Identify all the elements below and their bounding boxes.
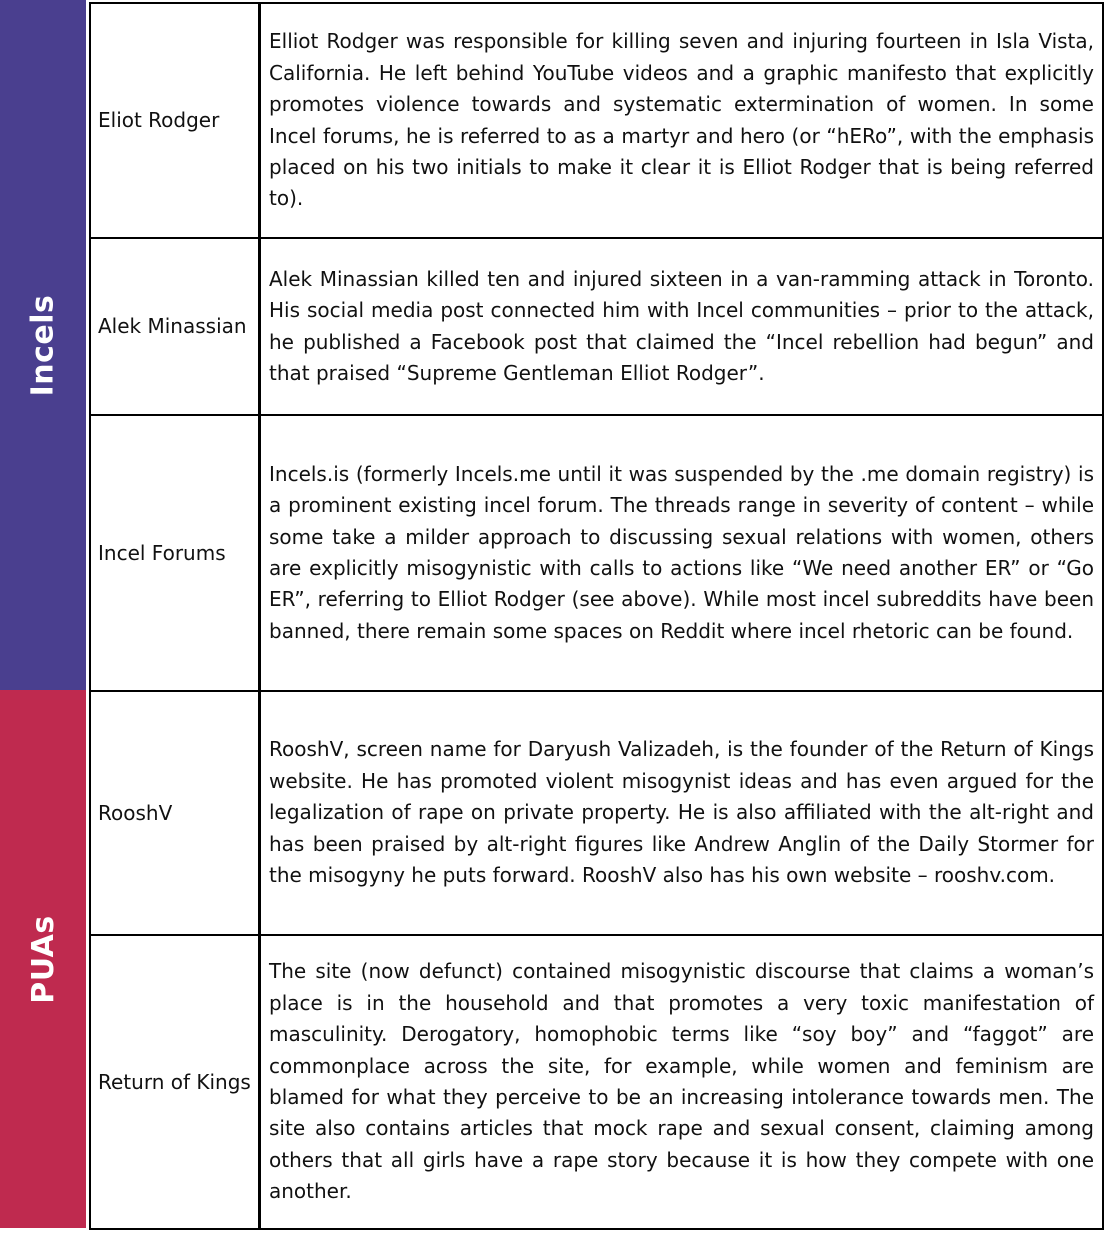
row-description-cell — [261, 416, 1102, 690]
row-description-cell — [261, 239, 1102, 414]
table-row — [91, 4, 1102, 239]
row-description-cell — [261, 936, 1102, 1228]
row-name: Eliot Rodger — [91, 4, 261, 237]
table-row — [91, 936, 1102, 1228]
group-band-incels — [0, 0, 86, 690]
row-name: Return of Kings — [91, 936, 261, 1228]
content-table — [89, 2, 1104, 1230]
row-name: Incel Forums — [91, 416, 261, 690]
group-label-incels: Incels — [25, 294, 61, 396]
row-description: RooshV, screen name for Daryush Valizadeh, is the founder of the Return of Kings website. He has promoted violent misogynist ideas and has even argued for the legalization of rape on private property. He is also affiliated with the alt-right and has been praised by alt-right figures like Andrew Anglin of the Daily Stormer for the misogyny he puts forward. RooshV also has his own website – rooshv.com. — [269, 737, 1094, 888]
group-band-puas — [0, 690, 86, 1228]
row-name: Alek Minassian — [91, 239, 261, 414]
group-label-puas: PUAs — [25, 914, 61, 1004]
row-description-cell — [261, 4, 1102, 237]
row-name: RooshV — [91, 692, 261, 934]
table-row — [91, 416, 1102, 692]
row-description: The site (now defunct) contained misogynistic discourse that claims a woman’s place is in the household and that promotes a very toxic manifestation of masculinity. Derogatory, homophobic terms like “soy boy” and “faggot” are commonplace across the site, for example, while women and feminism are blamed for what they perceive to be an increasing intolerance towards men. The site also contains articles that mock rape and sexual consent, claiming among others that all girls have a rape story because it is how they compete with one another. — [269, 959, 1094, 1204]
table-row — [91, 239, 1102, 416]
row-description: Incels.is (formerly Incels.me until it was suspended by the .me domain registry) is a prominent existing incel forum. The threads range in severity of content – while some take a milder approach to discussing sexual relations with women, others are explicitly misogynistic with calls to actions like “We need another ER” or “Go ER”, referring to Elliot Rodger (see above). While most incel subreddits have been banned, there remain some spaces on Reddit where incel rhetoric can be found. — [269, 461, 1094, 643]
row-description-cell — [261, 692, 1102, 934]
row-description: Elliot Rodger was responsible for killing seven and injuring fourteen in Isla Vista, California. He left behind YouTube videos and a graphic manifesto that explicitly promotes violence towards and systematic extermination of women. In some Incel forums, he is referred to as a martyr and hero (or “hERo”, with the emphasis placed on his two initials to make it clear it is Elliot Rodger that is being referred to). — [269, 29, 1094, 211]
table-row — [91, 692, 1102, 936]
row-description: Alek Minassian killed ten and injured sixteen in a van-ramming attack in Toronto. His social media post connected him with Incel communities – prior to the attack, he published a Facebook post that claimed the “Incel rebellion had begun” and that praised “Supreme Gentleman Elliot Rodger”. — [269, 266, 1094, 385]
